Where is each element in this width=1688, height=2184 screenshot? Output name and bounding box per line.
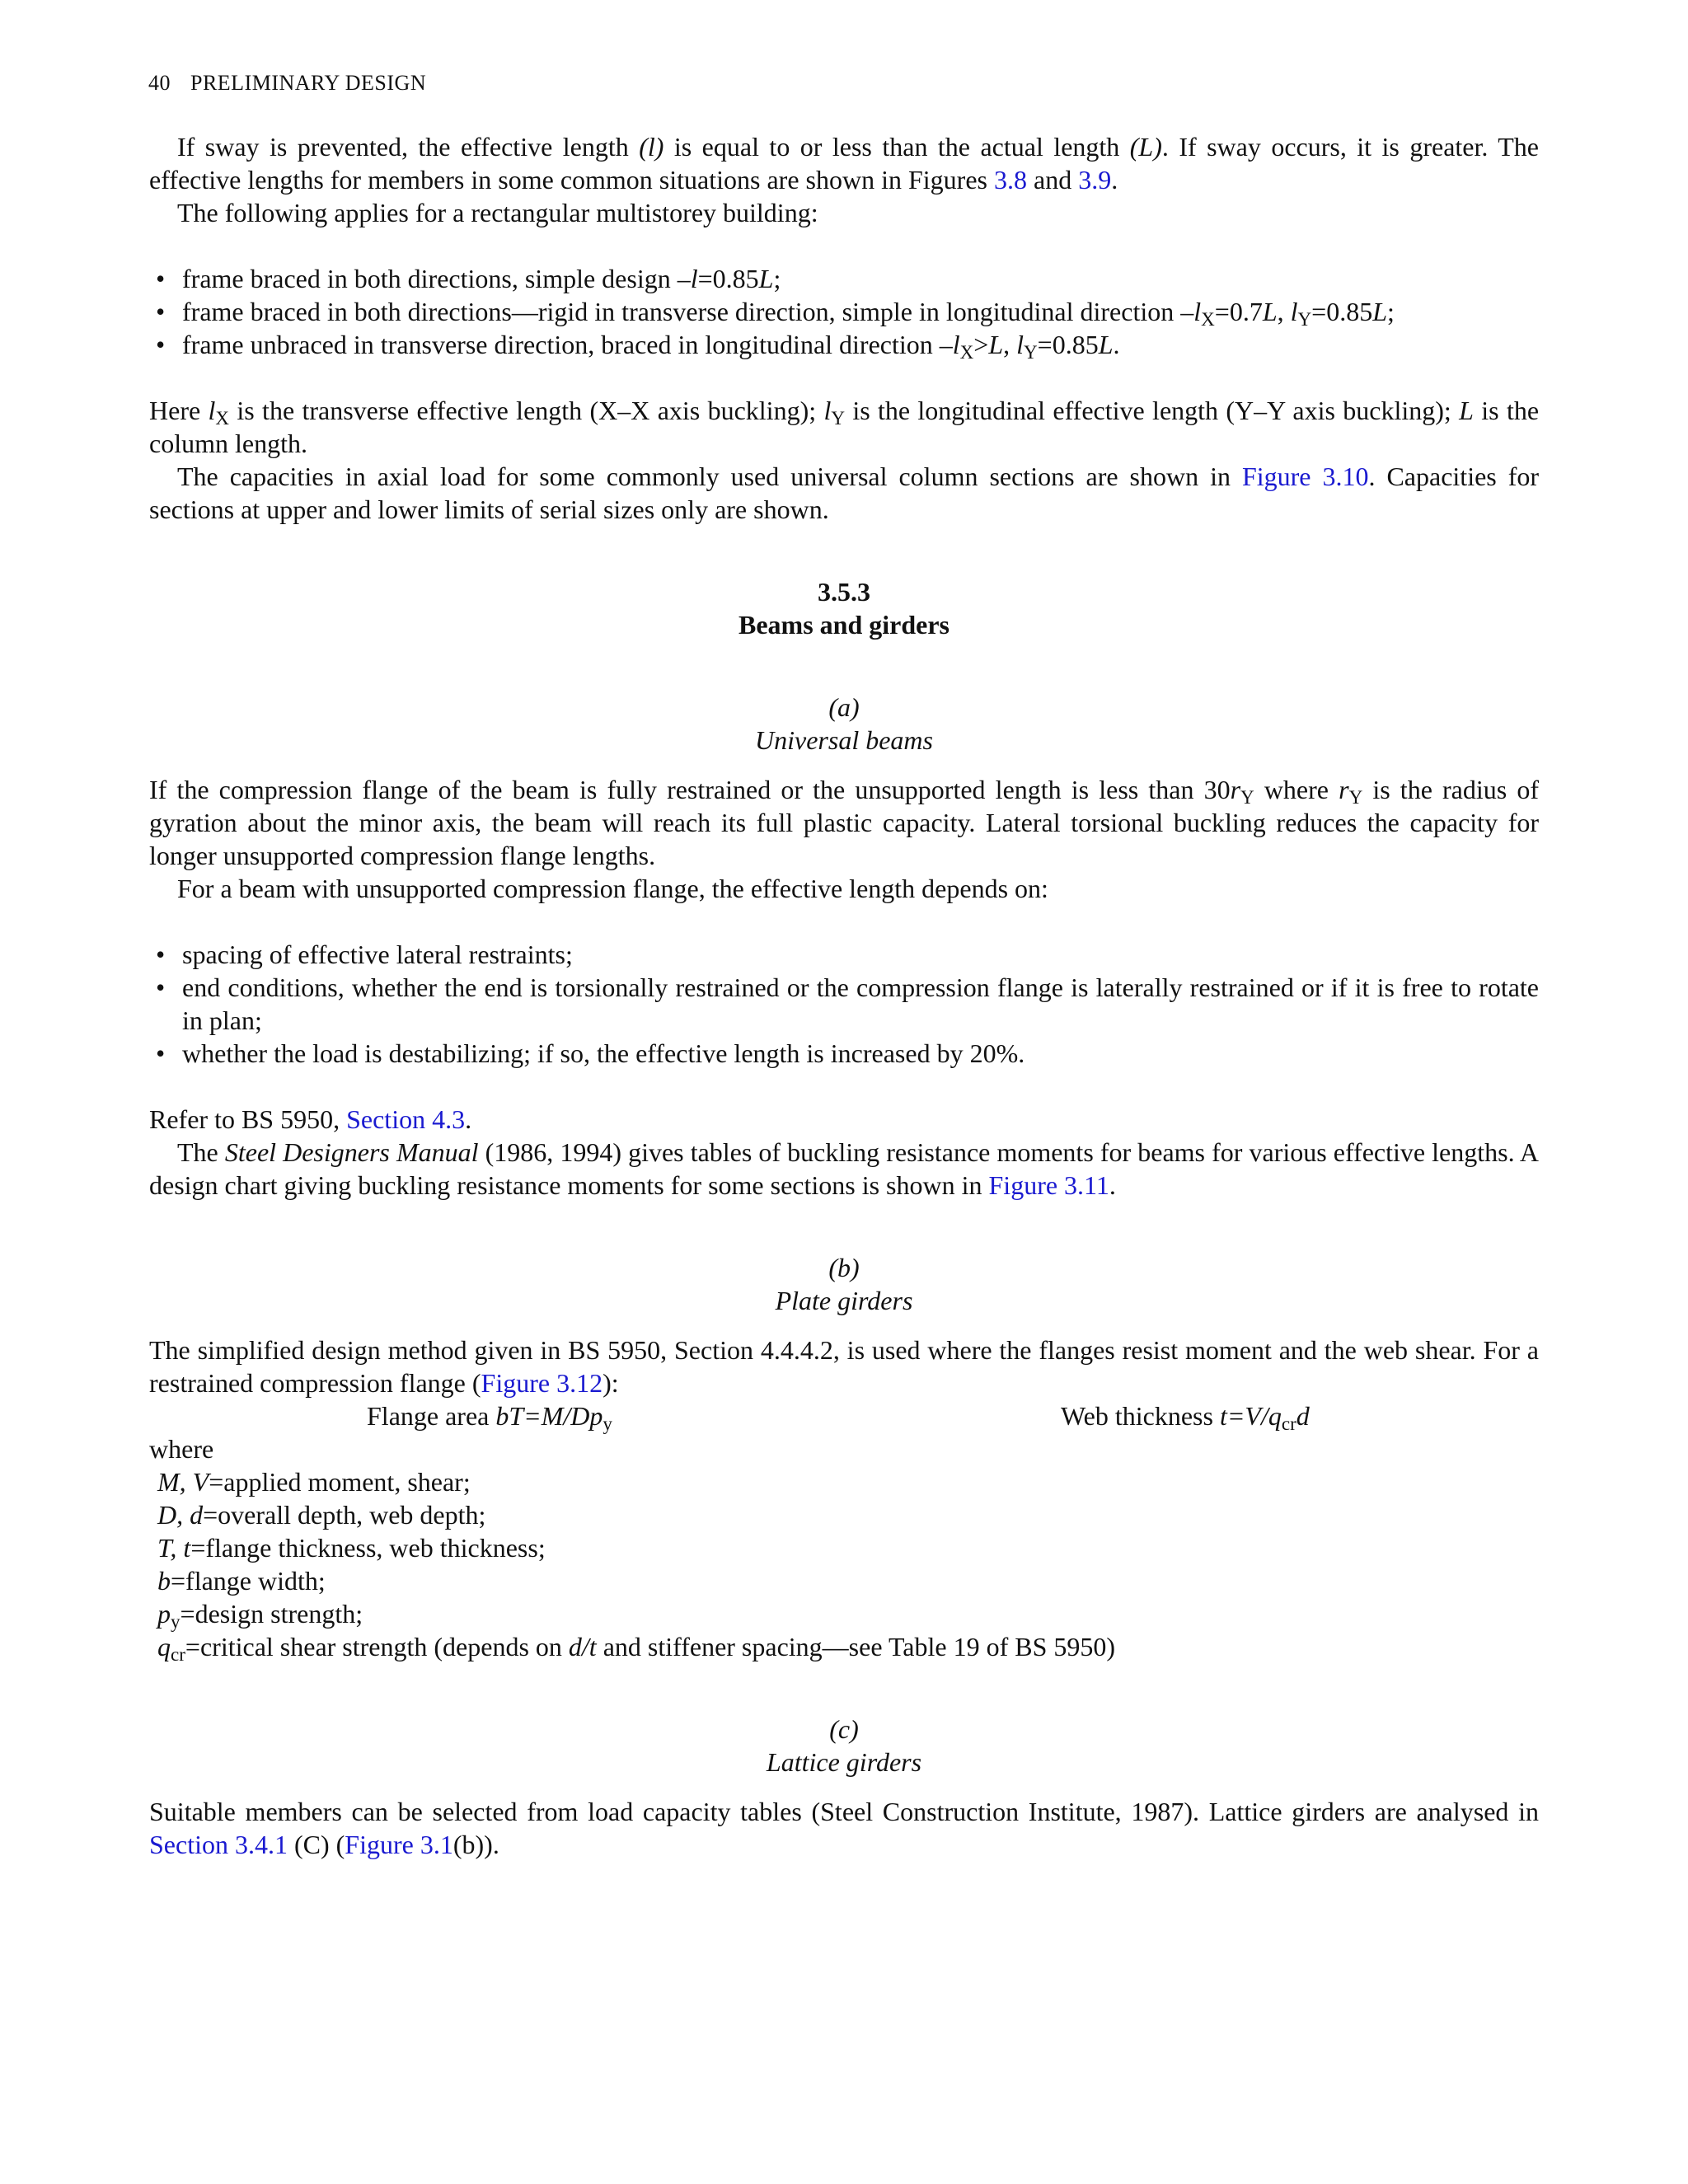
paragraph-here-definitions: Here $l_X$ is the transverse effective length (X–X axis buckling); $l_Y$ is the longitudinal effective length (Y–Y axis buckling); L is the column length. [149, 396, 1540, 458]
paragraph-effective-length-depends: For a beam with unsupported compression flange, the effective length depends on: [177, 874, 1048, 903]
list-item: • frame braced in both directions—rigid in transverse direction, simple in longitudinal direction $-l_X=0.7L$, $l_Y=0.85L$; [156, 297, 1395, 330]
section-number: 3.5.3 [818, 577, 870, 607]
paragraph-multistorey-intro: The following applies for a rectangular multistorey building: [177, 198, 818, 227]
where-label: where [149, 1434, 214, 1464]
subsection-heading-c: (c) Lattice girders [766, 1714, 922, 1777]
paragraph-steel-designers-manual: The Steel Designers Manual (1986, 1994) gives tables of buckling resistance moments for beams for various effective lengths. A design chart giving buckling resistance moments for some sections is shown in Figure 3.11. [149, 1137, 1540, 1200]
page-body [149, 130, 1539, 1861]
definition-item: $q_{cr}=critical$ shear strength (depends on d/t and stiffener spacing—see Table 19 of BS 5950) [157, 1632, 1116, 1665]
section-title: Beams and girders [738, 610, 950, 640]
list-item: • whether the load is destabilizing; if so, the effective length is increased by 20%. [156, 1038, 1025, 1068]
formula-line [149, 1399, 1539, 1432]
bullet-list-factors [149, 938, 1539, 1070]
list-item: • frame braced in both directions, simple design –l=0.85L; [156, 264, 781, 293]
link-figure-3-10[interactable]: Figure 3.10 [1241, 462, 1369, 491]
page-number: 40 [148, 71, 171, 95]
paragraph-effective-length: If sway is prevented, the effective length (l) is equal to or less than the actual length (L). If sway occurs, it is greater. The effective lengths for members in some common situations are shown in Figures 3.8 and 3.9. [149, 132, 1540, 194]
definition-item: M, V=applied moment, shear; [157, 1467, 471, 1497]
running-header [148, 71, 426, 96]
formula-web-thickness: Web thickness $t=V/q_{cr}d$ [1061, 1401, 1310, 1434]
link-figure-3-11[interactable]: Figure 3.11 [988, 1170, 1109, 1200]
link-figure-3-1[interactable]: Figure 3.1 [345, 1830, 453, 1859]
subsection-heading-b: (b) Plate girders [775, 1253, 913, 1315]
paragraph-lattice-girders: Suitable members can be selected from load capacity tables (Steel Construction Institute, 1987). Lattice girders are analysed in Section 3.4.1 (C) (Figure 3.1(b)). [149, 1797, 1539, 1859]
list-item: • frame unbraced in transverse direction, braced in longitudinal direction $-l_X>L$, $l_Y=0.85L$. [156, 330, 1120, 363]
formula-flange-area: Flange area $bT=M/Dp_y$ [367, 1401, 612, 1434]
definition-item: $p_y=design$ strength; [157, 1599, 363, 1632]
link-section-3-4-1[interactable]: Section 3.4.1 [149, 1830, 288, 1859]
running-title: PRELIMINARY DESIGN [190, 71, 427, 95]
link-figure-3-8[interactable]: 3.8 [993, 165, 1027, 194]
bullet-list-frames [149, 262, 1539, 361]
section-heading [149, 575, 1539, 641]
definition-item: b=flange width; [157, 1566, 326, 1596]
paragraph-refer-bs5950: Refer to BS 5950, Section 4.3. [149, 1104, 472, 1134]
list-item: • spacing of effective lateral restraints; [156, 940, 573, 969]
subsection-heading-a: (a) Universal beams [755, 692, 933, 755]
definition-item: D, d=overall depth, web depth; [157, 1500, 486, 1530]
link-figure-3-9[interactable]: 3.9 [1078, 165, 1112, 194]
list-item: • end conditions, whether the end is torsionally restrained or the compression flange is laterally restrained or if it is free to rotate in plan; [156, 972, 1539, 1035]
definitions-list [149, 1465, 1539, 1663]
link-section-4-3[interactable]: Section 4.3 [346, 1104, 466, 1134]
paragraph-simplified-design: The simplified design method given in BS 5950, Section 4.4.4.2, is used where the flanges resist moment and the web shear. For a restrained compression flange (Figure 3.12): [149, 1335, 1539, 1398]
paragraph-capacities: The capacities in axial load for some commonly used universal column sections are shown in Figure 3.10. Capacities for sections at upper and lower limits of serial sizes only are shown. [149, 462, 1540, 524]
link-figure-3-12[interactable]: Figure 3.12 [481, 1368, 603, 1398]
paragraph-compression-flange: If the compression flange of the beam is fully restrained or the unsupported length is less than $30r_Y$ where $r_Y$ is the radius of gyration about the minor axis, the beam will reach its full plastic capacity. Lateral torsional buckling reduces the capacity for longer unsupported compression flange lengths. [149, 775, 1539, 870]
definition-item: T, t=flange thickness, web thickness; [157, 1533, 546, 1563]
